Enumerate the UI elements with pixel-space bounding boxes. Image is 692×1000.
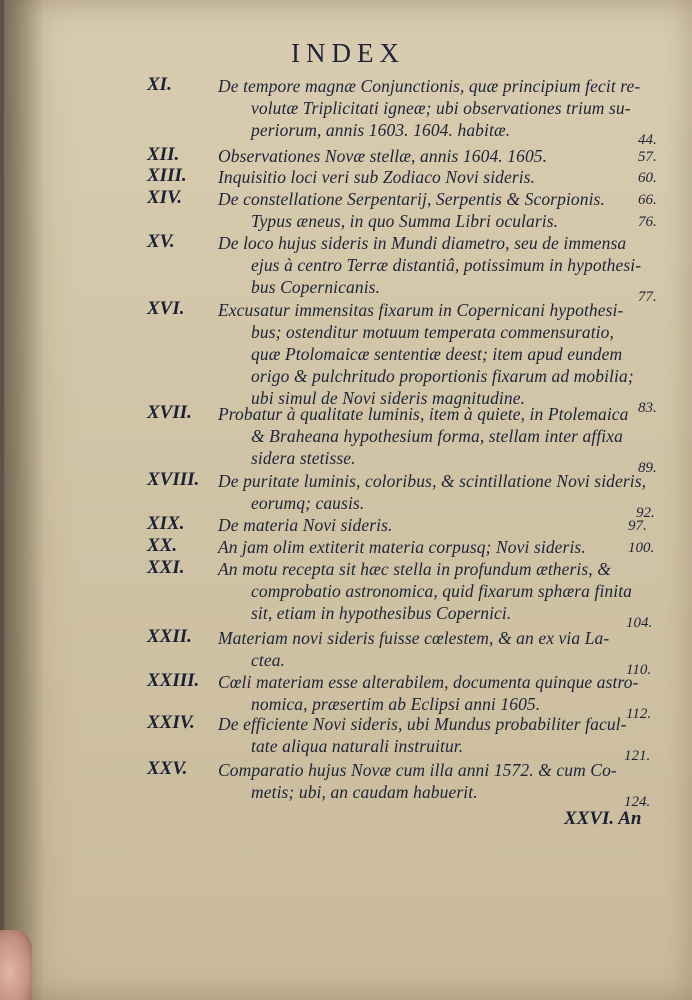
entry-page-number: 92. [636,505,655,521]
entry-text-line: De constellatione Serpentarij, Serpentis & Scorpionis. [218,189,605,209]
entry-page-number: 89. [638,460,657,476]
entry-text-line: Cœli materiam esse alterabilem, documenta quinque astro- [218,672,639,692]
entry-text-line: metis; ubi, an caudam habuerit. [251,782,478,802]
entry-text-line: An jam olim extiterit materia corpusq; Novi sideris. [218,537,586,557]
entry-text-line: bus; ostenditur motuum temperata commensuratio, [251,322,614,342]
entry-number: XII. [147,144,180,165]
entry-page-number: 112. [626,706,652,722]
entry-number: XIII. [147,165,187,186]
entry-page-number: 121. [624,748,651,764]
entry-page-number: 57. [638,149,657,165]
entry-number: XIX. [147,513,185,534]
entry-text-line: Probatur à qualitate luminis, item à quiete, in Ptolemaica [218,404,629,424]
thumb-edge [0,930,32,1000]
entry-text-line: De materia Novi sideris. [218,515,393,535]
entry-number: XXI. [147,557,185,578]
entry-text-line: ejus à centro Terræ distantiâ, potissimum in hypothesi- [251,255,642,275]
entry-page-number: 83. [638,400,657,416]
entry-text-line: eorumq; causis. [251,493,365,513]
entry-text-line: sit, etiam in hypothesibus Copernici. [251,603,512,623]
entry-text-line: volutæ Triplicitati igneæ; ubi observationes trium su- [251,98,631,118]
entry-text-line: sidera stetisse. [251,448,356,468]
entry-text-line: quæ Ptolomaicæ sententiæ deest; item apud eundem [251,344,623,364]
entry-text-line: origo & pulchritudo proportionis fixarum ad mobilia; [251,366,634,386]
entry-number: XVI. [147,298,185,319]
entry-text-line: tate aliqua naturali instruitur. [251,736,464,756]
entry-number: XXII. [147,626,192,647]
entry-text-line: Excusatur immensitas fixarum in Copernicani hypothesi- [218,300,624,320]
entry-text-line: De loco hujus sideris in Mundi diametro, seu de immensa [218,233,627,253]
entry-page-number-2: 76. [638,214,657,230]
entry-text-line: Materiam novi sideris fuisse cœlestem, & an ex via La- [218,628,610,648]
entry-number: XVIII. [147,469,200,490]
entry-page-number: 60. [638,170,657,186]
entry-number: XXIV. [147,712,195,733]
entry-page-number: 124. [624,794,651,810]
entry-text-line: De efficiente Novi sideris, ubi Mundus probabiliter facul- [218,714,627,734]
entry-page-number: 44. [638,132,657,148]
entry-text-line: Typus æneus, in quo Summa Libri ocularis. [251,211,559,231]
entry-page-number: 110. [626,662,652,678]
index-entries [4,0,692,1000]
entry-number: XXV. [147,758,188,779]
entry-page-number: 77. [638,289,657,305]
entry-text-line: Inquisitio loci veri sub Zodiaco Novi sideris. [218,167,536,187]
entry-text-line: De tempore magnæ Conjunctionis, quæ principium fecit re- [218,76,641,96]
entry-text-line: periorum, annis 1603. 1604. habitæ. [251,120,511,140]
entry-text-line: ctea. [251,650,286,670]
entry-page-number: 66. [638,192,657,208]
page-title: INDEX [291,38,405,68]
entry-number: XI. [147,74,172,95]
entry-number: XV. [147,231,175,252]
entry-text-line: Comparatio hujus Novæ cum illa anni 1572. & cum Co- [218,760,617,780]
entry-text-line: De puritate luminis, coloribus, & scintillatione Novi sideris, [218,471,647,491]
entry-number: XIV. [147,187,183,208]
entry-number: XX. [147,535,178,556]
entry-text-line: Observationes Novæ stellæ, annis 1604. 1605. [218,146,548,166]
catchword: XXVI. An [564,808,642,829]
entry-page-number: 97. [628,518,647,534]
entry-text-line: comprobatio astronomica, quid fixarum sphæra finita [251,581,633,601]
entry-text-line: An motu recepta sit hæc stella in profundum ætheris, & [218,559,611,579]
book-page [4,0,692,1000]
entry-page-number: 100. [628,540,655,556]
entry-text-line: bus Copernicanis. [251,277,381,297]
entry-page-number: 104. [626,615,653,631]
entry-text-line: nomica, præsertim ab Eclipsi anni 1605. [251,694,541,714]
entry-text-line: & Braheana hypothesium forma, stellam inter affixa [251,426,623,446]
entry-text-line: ubi simul de Novi sideris magnitudine. [251,388,526,408]
entry-number: XVII. [147,402,192,423]
entry-number: XXIII. [147,670,200,691]
